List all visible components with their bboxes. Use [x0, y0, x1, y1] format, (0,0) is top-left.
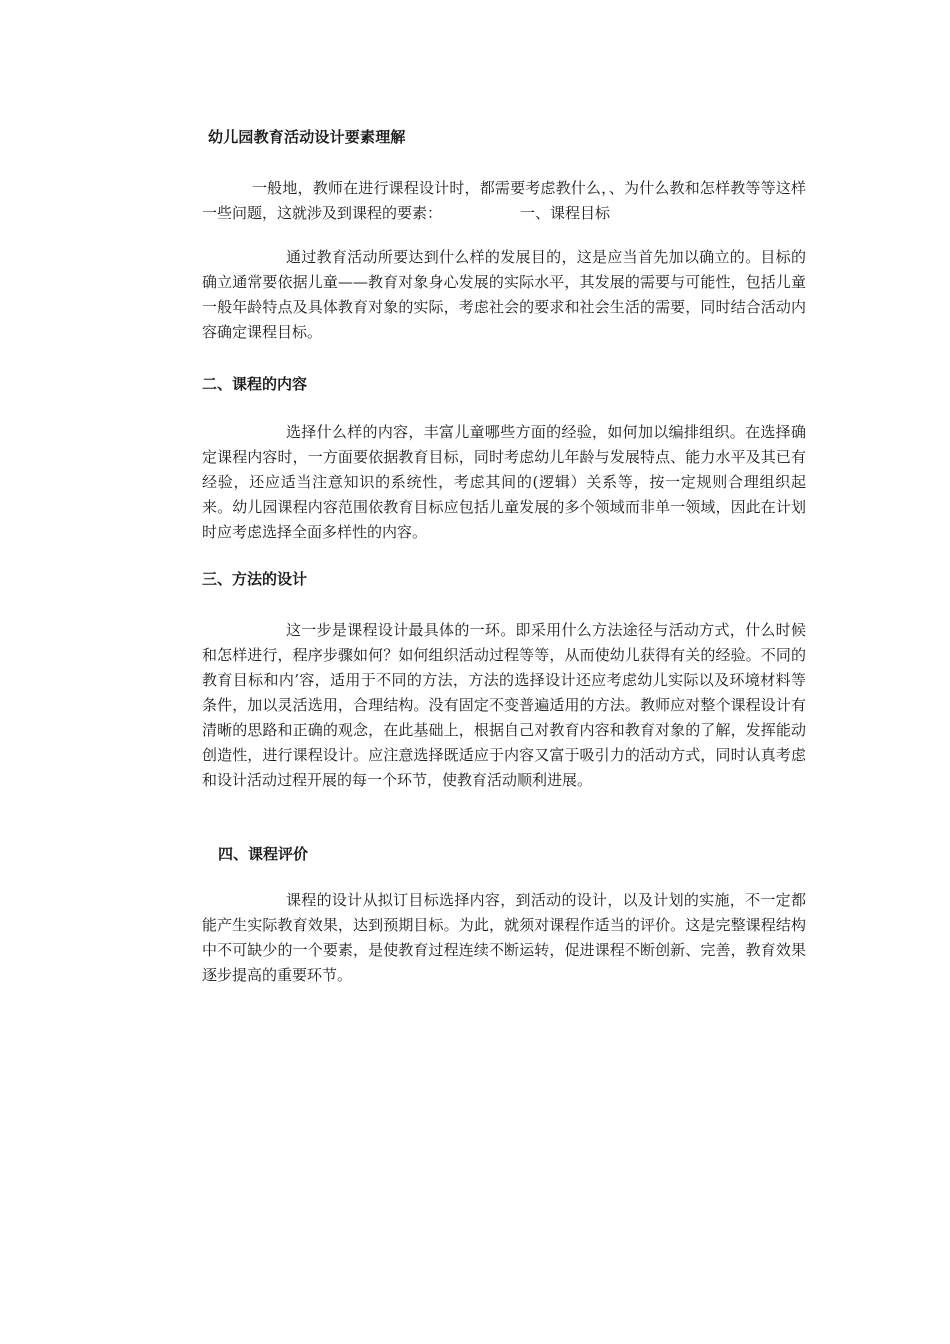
section-body-method: 这一步是课程设计最具体的一环。即采用什么方法途径与活动方式，什么时候和怎样进行，程序步骤如何？如何组织活动过程等等，从而使幼儿获得有关的经验。不同的教育目标和内’容，适用于不同的方法，方法的选择设计还应考虑幼儿实际以及环境材料等条件，加以灵活选用，合理结构。没有固定不变普遍适用的方法。教师应对整个课程设计有清晰的思路和正确的观念，在此基础上，根据自己对教育内容和教育对象的了解，发挥能动创造性，进行课程设计。应注意选择既适应于内容又富于吸引力的活动方式，同时认真考虑和设计活动过程开展的每一个环节，使教育活动顺利进展。	[202, 621, 806, 789]
intro-paragraph	[202, 176, 806, 226]
section-heading-content: 二、课程的内容	[202, 375, 308, 393]
intro-text: 一般地，教师在进行课程设计时，都需要考虑教什么，、为什么教和怎样教等等这样一些问题，这就涉及到课程的要素：	[202, 179, 806, 222]
section-body-goals: 通过教育活动所要达到什么样的发展目的，这是应当首先加以确立的。目标的确立通常要依据儿童——教育对象身心发展的实际水平，其发展的需要与可能性，包括儿童一般年龄特点及具体教育对象的实际，考虑社会的要求和社会生活的需要，同时结合活动内容确定课程目标。	[202, 248, 806, 341]
section-heading-goals: 一、课程目标	[520, 204, 611, 222]
document-title: 幼儿园教育活动设计要素理解	[208, 128, 406, 146]
section-body-evaluation: 课程的设计从拟订目标选择内容，到活动的设计，以及计划的实施，不一定都能产生实际教育效果，达到预期目标。为此，就须对课程作适当的评价。这是完整课程结构中不可缺少的一个要素，是使教育过程连续不断运转，促进课程不断创新、完善，教育效果逐步提高的重要环节。	[202, 891, 806, 984]
section-body-content: 选择什么样的内容，丰富儿童哪些方面的经验，如何加以编排组织。在选择确定课程内容时，一方面要依据教育目标，同时考虑幼儿年龄与发展特点、能力水平及其已有经验，还应适当注意知识的系统性，考虑其间的(逻辑）关系等，按一定规则合理组织起来。幼儿园课程内容范围依教育目标应包括儿童发展的多个领域而非单一领域，因此在计划时应考虑选择全面多样性的内容。	[202, 423, 806, 541]
section-heading-evaluation: 四、课程评价	[218, 845, 309, 863]
section-heading-method: 三、方法的设计	[202, 570, 308, 588]
